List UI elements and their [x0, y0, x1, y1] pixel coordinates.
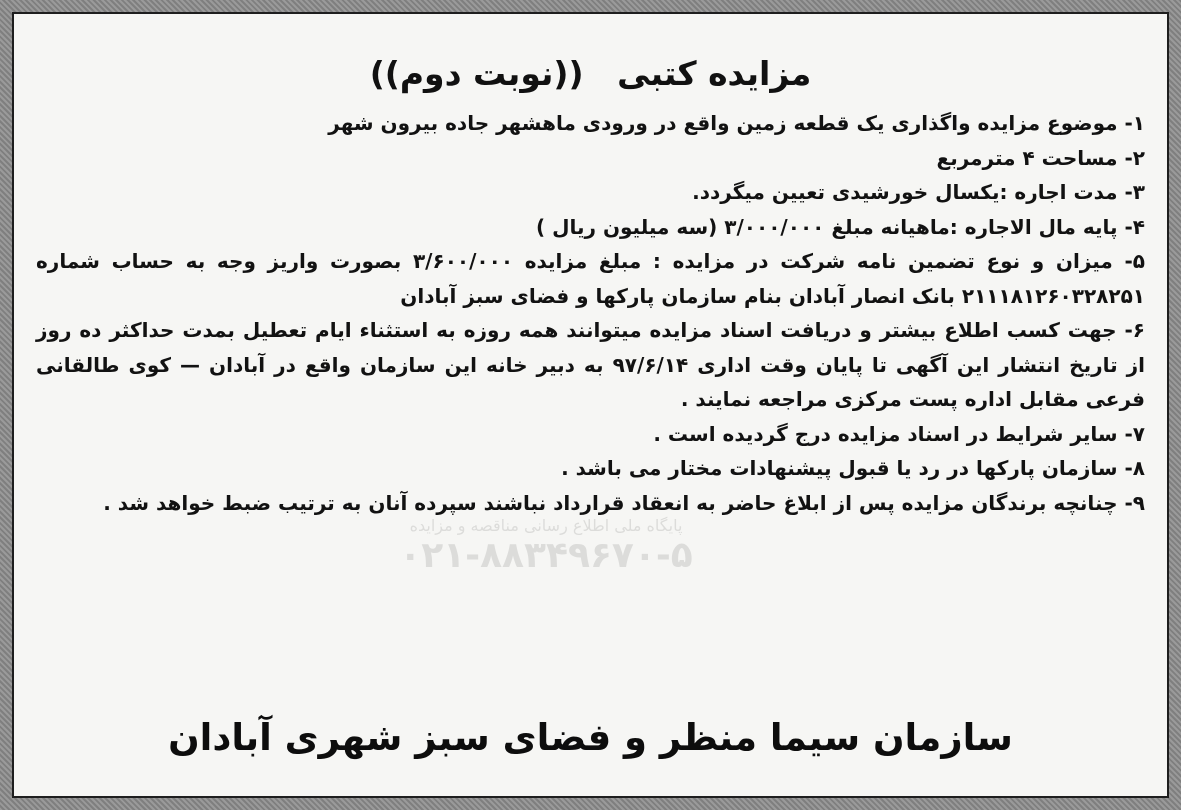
notice-item-8: ۸- سازمان پارکها در رد یا قبول پیشنهادات مختار می باشد .	[561, 456, 1145, 480]
notice-item-6: ۶- جهت کسب اطلاع بیشتر و دریافت اسناد مزایده میتوانند همه روزه به استثناء ایام تعطیل بمدت حداکثر ده روز از تاریخ انتشار این آگهی تا پایان وقت اداری ۹۷/۶/۱۴ به دبیر خانه این سازمان واقع در آبادان — کوی طالقانی فرعی مقابل اداره پست مرکزی مراجعه نمایند .	[36, 318, 1145, 411]
notice-item-9: ۹- چنانچه برندگان مزایده پس از ابلاغ حاضر به انعقاد قرارداد نباشند سپرده آنان به ترتیب ضبط خواهد شد .	[103, 490, 1145, 515]
issuing-organization: سازمان سیما منظر و فضای سبز شهری آبادان	[168, 716, 1013, 759]
watermark-phone: ۰۲۱-۸۸۳۴۹۶۷۰-۵	[399, 535, 693, 576]
notice-item-7: ۷- سایر شرایط در اسناد مزایده درج گردیده است .	[653, 421, 1145, 446]
watermark-label: پایگاه ملی اطلاع رسانی مناقصه و مزایده	[409, 516, 683, 535]
watermark-stamp	[396, 516, 696, 586]
notice-heading	[14, 54, 1167, 93]
auction-notice	[12, 12, 1169, 798]
notice-item-5: ۵- میزان و نوع تضمین نامه شرکت در مزایده : مبلغ مزایده ۳/۶۰۰/۰۰۰ بصورت واریز وجه به حساب شماره ۲۱۱۱۸۱۲۶۰۳۲۸۲۵۱ بانک انصار آبادان بنام سازمان پارکها و فضای سبز آبادان	[36, 249, 1145, 308]
notice-title: مزایده کتبی	[617, 54, 812, 93]
notice-subtitle: ((نوبت دوم))	[369, 54, 584, 93]
notice-body	[36, 106, 1145, 520]
notice-item-3: ۳- مدت اجاره :یکسال خورشیدی تعیین میگردد.	[692, 180, 1145, 204]
notice-item-4: ۴- پایه مال الاجاره :ماهیانه مبلغ ۳/۰۰۰/۰۰۰ (سه میلیون ریال )	[535, 214, 1145, 239]
notice-item-2: ۲- مساحت ۴ مترمربع	[936, 145, 1145, 170]
notice-item-1: ۱- موضوع مزایده واگذاری یک قطعه زمین واقع در ورودی ماهشهر جاده بیرون شهر	[328, 111, 1145, 135]
